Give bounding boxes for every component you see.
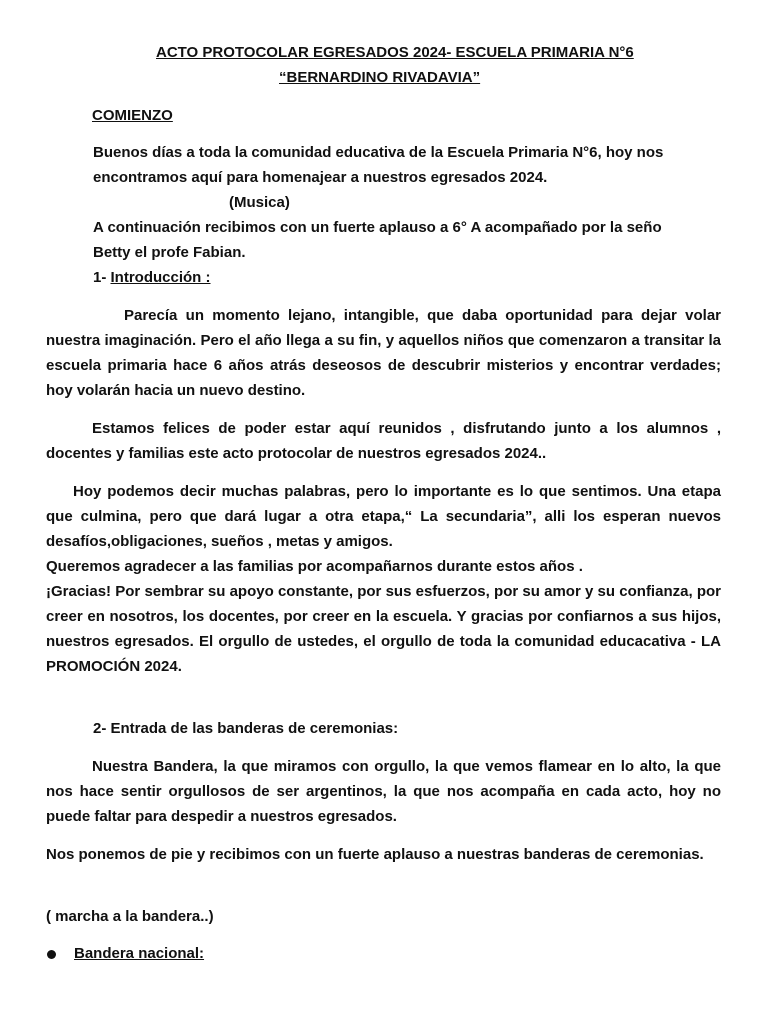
paragraph-de-pie: Nos ponemos de pie y recibimos con un fuerte aplauso a nuestras banderas de ceremonias.	[46, 846, 704, 863]
bullet-item-bandera-nacional: Bandera nacional:	[74, 945, 205, 962]
section-1-heading	[93, 265, 211, 290]
paragraph-bandera: Nuestra Bandera, la que miramos con orgullo, la que vemos flamear en lo alto, la que nos hace sentir orgullosos de ser argentinos, la que nos acompaña en cada acto, hoy no puede faltar para despedir a nuestros egresados.	[46, 758, 721, 825]
section-1-title: Introducción :	[110, 269, 211, 286]
heading-comienzo: COMIENZO	[92, 107, 173, 124]
section-1-number: 1-	[93, 269, 111, 286]
bullet-icon	[47, 950, 56, 959]
paragraph-marcha: ( marcha a la bandera..)	[46, 908, 214, 925]
section-2-heading: 2- Entrada de las banderas de ceremonias:	[93, 720, 399, 737]
paragraph-introduccion: Parecía un momento lejano, intangible, que daba oportunidad para dejar volar nuestra imaginación. Pero el año llega a su fin, y aquellos niños que comenzaron a transitar la escuela primaria hace 6 años atrás deseosos de descubrir misterios y encontrar verdades; hoy volarán hacia un nuevo destino.	[46, 307, 721, 399]
intro-line: Buenos días a toda la comunidad educativa de la Escuela Primaria N°6, hoy nos	[93, 144, 664, 161]
intro-line: A continuación recibimos con un fuerte aplauso a 6° A acompañado por la seño	[93, 219, 662, 236]
intro-line: encontramos aquí para homenajear a nuestros egresados 2024.	[93, 169, 548, 186]
intro-line: Betty el profe Fabian.	[93, 244, 246, 261]
intro-musica: (Musica)	[229, 194, 290, 211]
document-subtitle: “BERNARDINO RIVADAVIA”	[279, 69, 481, 86]
paragraph-felices: Estamos felices de poder estar aquí reunidos , disfrutando junto a los alumnos , docentes y familias este acto protocolar de nuestros egresados 2024..	[46, 420, 721, 462]
document-title: ACTO PROTOCOLAR EGRESADOS 2024- ESCUELA PRIMARIA N°6	[156, 44, 634, 61]
paragraph-gracias: ¡Gracias! Por sembrar su apoyo constante, por sus esfuerzos, por su amor y su confianza, por creer en nosotros, los docentes, por creer en la escuela. Y gracias por confiarnos a sus hijos, nuestros egresados. El orgullo de ustedes, el orgullo de toda la comunidad educacativa - LA PROMOCIÓN 2024.	[46, 583, 721, 675]
paragraph-palabras: Hoy podemos decir muchas palabras, pero lo importante es lo que sentimos. Una etapa que culmina, pero que dará lugar a otra etapa,“ La secundaria”, alli los esperan nuevos desafíos,obligaciones, sueños , metas y amigos.	[46, 483, 721, 550]
paragraph-agradecer: Queremos agradecer a las familias por acompañarnos durante estos años .	[46, 558, 583, 575]
